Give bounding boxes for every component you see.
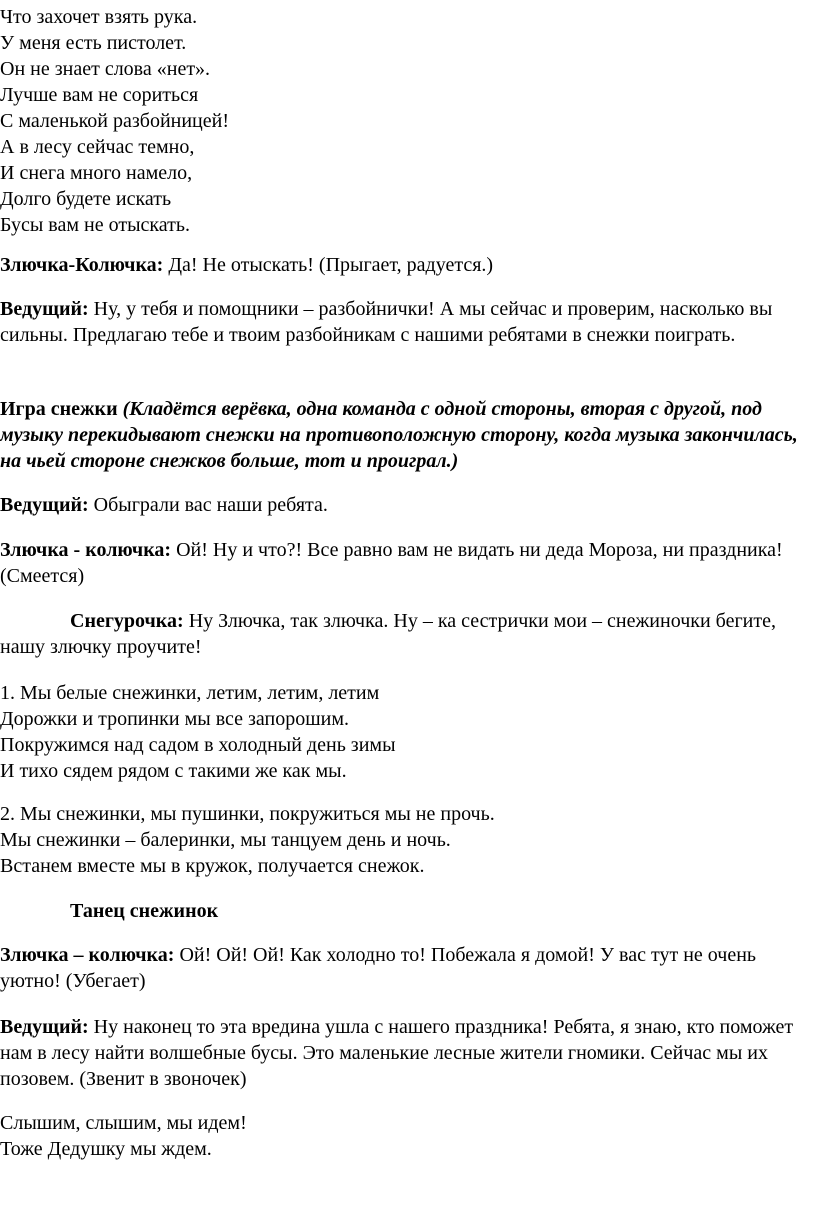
dialogue-paragraph	[0, 942, 812, 994]
speaker-name: Ведущий:	[0, 494, 89, 516]
speaker-name: Злючка - колючка:	[0, 539, 172, 561]
verse-line: Долго будете искать	[0, 188, 172, 210]
dance-title: Танец снежинок	[70, 900, 219, 922]
speaker-name: Снегурочка:	[70, 610, 184, 632]
verse-line: И тихо сядем рядом с такими же как мы.	[0, 760, 347, 782]
dialogue-paragraph	[0, 537, 812, 589]
speaker-name: Ведущий:	[0, 298, 89, 320]
verse-line: Встанем вместе мы в кружок, получается снежок.	[0, 855, 425, 877]
dialogue-paragraph	[0, 492, 812, 518]
speaker-name: Злючка-Колючка:	[0, 254, 164, 276]
verse-line: Покружимся над садом в холодный день зимы	[0, 734, 396, 756]
dialogue-paragraph	[0, 1014, 812, 1092]
dialogue-text: Да! Не отыскать! (Прыгает, радуется.)	[163, 254, 494, 276]
dance-heading	[0, 898, 812, 924]
verse-line: Он не знает слова «нет».	[0, 58, 211, 80]
verse-line: А в лесу сейчас темно,	[0, 136, 195, 158]
dialogue-text: Ну Злючка, так злючка. Ну – ка сестрички мои – снежиночки бегите, нашу злючку проучите!	[0, 610, 776, 658]
speaker-name: Злючка – колючка:	[0, 944, 175, 966]
dialogue-paragraph	[0, 296, 812, 348]
verse-line: Лучше вам не сориться	[0, 84, 199, 106]
dialogue-text: Ой! Ну и что?! Все равно вам не видать ни деда Мороза, ни праздника! (Смеется)	[0, 539, 783, 587]
verse-robber	[0, 4, 812, 238]
verse-snowflakes-2	[0, 801, 812, 879]
game-paragraph	[0, 396, 812, 474]
verse-line: У меня есть пистолет.	[0, 32, 187, 54]
verse-gnomes	[0, 1110, 812, 1162]
dialogue-paragraph	[0, 608, 812, 660]
verse-line: С маленькой разбойницей!	[0, 110, 230, 132]
verse-line: Тоже Дедушку мы ждем.	[0, 1138, 212, 1160]
verse-line: Бусы вам не отыскать.	[0, 214, 191, 236]
dialogue-text: Обыграли вас наши ребята.	[88, 494, 328, 516]
dialogue-text: Ой! Ой! Ой! Как холодно то! Побежала я домой! У вас тут не очень уютно! (Убегает)	[0, 944, 757, 992]
verse-line: Слышим, слышим, мы идем!	[0, 1112, 247, 1134]
verse-snowflakes-1	[0, 680, 812, 784]
dialogue-text: Ну, у тебя и помощники – разбойнички! А мы сейчас и проверим, насколько вы сильны. Предлагаю тебе и твоим разбойникам с нашими ребятами в снежки поиграть.	[0, 298, 773, 346]
verse-line: Мы снежинки – балеринки, мы танцуем день и ночь.	[0, 829, 451, 851]
verse-line: И снега много намело,	[0, 162, 193, 184]
game-title: Игра снежки	[0, 398, 118, 420]
verse-line: Дорожки и тропинки мы все запорошим.	[0, 708, 349, 730]
speaker-name: Ведущий:	[0, 1016, 89, 1038]
verse-line: Что захочет взять рука.	[0, 6, 198, 28]
dialogue-paragraph	[0, 252, 812, 278]
verse-line: 1. Мы белые снежинки, летим, летим, летим	[0, 682, 380, 704]
dialogue-text: Ну наконец то эта вредина ушла с нашего праздника! Ребята, я знаю, кто поможет нам в лесу найти волшебные бусы. Это маленькие лесные жители гномики. Сейчас мы их позовем. (Звенит в звоночек)	[0, 1016, 794, 1090]
verse-line: 2. Мы снежинки, мы пушинки, покружиться мы не прочь.	[0, 803, 495, 825]
stage-direction: (Кладётся верёвка, одна команда с одной стороны, вторая с другой, под музыку перекидывают снежки на противоположную сторону, когда музыка закончилась, на чьей стороне снежков больше, тот и проиграл.)	[0, 398, 798, 472]
